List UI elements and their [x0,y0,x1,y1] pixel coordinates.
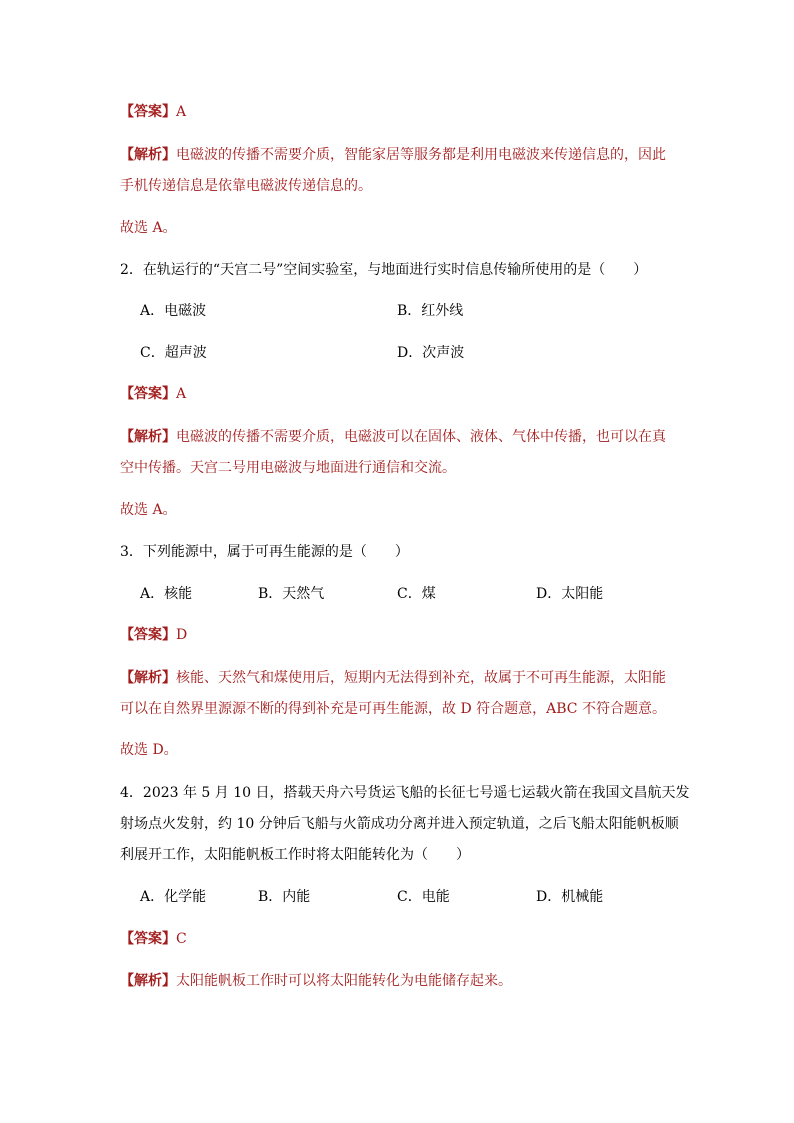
option-c: C．超声波 [140,345,207,361]
analysis-tag: 【解析】 [120,429,176,445]
conclusion: 故选 A。 [120,502,177,518]
answer-tag: 【答案】 [120,386,176,402]
option-d: D．太阳能 [536,586,604,602]
analysis-line [120,145,666,165]
option-b: B．红外线 [397,303,464,319]
conclusion: 故选 D。 [120,742,178,758]
question-stem: 利展开工作，太阳能帆板工作时将太阳能转化为（ ） [120,847,470,863]
conclusion: 故选 A。 [120,220,177,236]
option-b: B．内能 [258,889,311,905]
analysis-text: 核能、天然气和煤使用后，短期内无法得到补充，故属于不可再生能源，太阳能 [176,670,666,686]
option-a: A．化学能 [140,889,207,905]
analysis-tag: 【解析】 [120,670,176,686]
option-d: D．次声波 [397,345,465,361]
analysis-text: 手机传递信息是依靠电磁波传递信息的。 [120,178,372,194]
analysis-tag: 【解析】 [120,973,176,989]
question-stem: 射场点火发射，约 10 分钟后飞船与火箭成功分离并进入预定轨道，之后飞船太阳能帆板顺 [120,816,679,832]
analysis-text: 电磁波的传播不需要介质，电磁波可以在固体、液体、气体中传播，也可以在真 [176,429,666,445]
analysis-text: 可以在自然界里源源不断的得到补充是可再生能源，故 D 符合题意，ABC 不符合题意。 [120,701,666,717]
option-a: A．电磁波 [140,303,207,319]
answer-value: A [176,386,187,402]
answer-tag: 【答案】 [120,931,176,947]
answer-line [120,384,186,404]
answer-tag: 【答案】 [120,627,176,643]
analysis-text: 太阳能帆板工作时可以将太阳能转化为电能储存起来。 [176,973,512,989]
option-c: C．电能 [397,889,450,905]
question-stem: 4．2023 年 5 月 10 日，搭载天舟六号货运飞船的长征七号遥七运载火箭在我国文昌航天发 [120,785,690,801]
analysis-line [120,971,512,991]
question-stem: 2．在轨运行的“天宫二号”空间实验室，与地面进行实时信息传输所使用的是（ ） [120,262,648,278]
answer-value: C [176,931,187,947]
answer-value: D [176,627,188,643]
option-a: A．核能 [140,586,193,602]
option-c: C．煤 [397,586,436,602]
analysis-text: 空中传播。天宫二号用电磁波与地面进行通信和交流。 [120,460,456,476]
analysis-line [120,427,666,447]
question-stem: 3．下列能源中，属于可再生能源的是（ ） [120,544,409,560]
analysis-line [120,668,666,688]
answer-value: A [176,104,187,120]
option-b: B．天然气 [258,586,325,602]
answer-line [120,625,187,645]
option-d: D．机械能 [536,889,604,905]
answer-line [120,929,187,949]
analysis-tag: 【解析】 [120,147,176,163]
analysis-text: 电磁波的传播不需要介质，智能家居等服务都是利用电磁波来传递信息的，因此 [176,147,666,163]
answer-tag: 【答案】 [120,104,176,120]
answer-line [120,102,186,122]
